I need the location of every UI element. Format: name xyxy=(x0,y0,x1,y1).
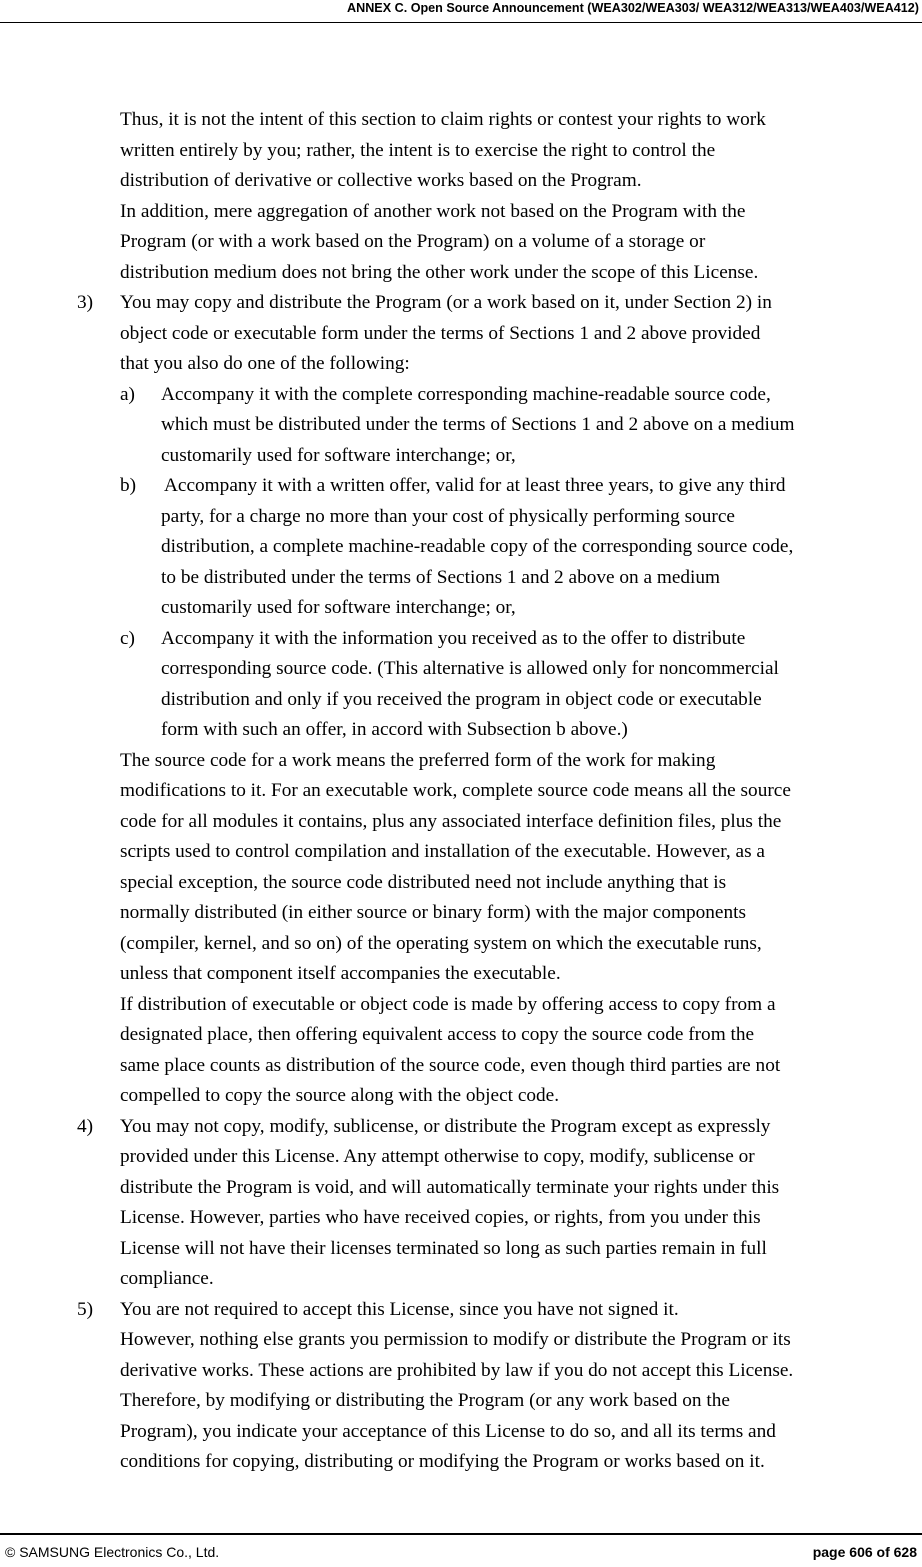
text-line: distribution of derivative or collective works based on the Program. xyxy=(120,170,642,191)
text-line: derivative works. These actions are prohibited by law if you do not accept this License. xyxy=(120,1359,794,1381)
text-line: designated place, then offering equivalent access to copy the source code from the xyxy=(120,1024,755,1045)
text-line: distribution and only if you received the program in object code or executable xyxy=(161,688,762,710)
text-line: customarily used for software interchange; or, xyxy=(161,444,516,466)
text-line: form with such an offer, in accord with Subsection b above.) xyxy=(161,719,628,740)
text-line: customarily used for software interchange; or, xyxy=(161,597,516,618)
page-header xyxy=(0,0,922,23)
text-line: normally distributed (in either source or binary form) with the major components xyxy=(120,902,746,923)
text-line: In addition, mere aggregation of another work not based on the Program with the xyxy=(120,200,746,222)
text-line: License will not have their licenses terminated so long as such parties remain in full xyxy=(120,1237,767,1259)
text-line: You are not required to accept this License, since you have not signed it. xyxy=(120,1298,679,1320)
text-line: corresponding source code. (This alternative is allowed only for noncommercial xyxy=(161,658,779,679)
text-line: Program), you indicate your acceptance of this License to do so, and all its terms and xyxy=(120,1420,776,1442)
text-line: distribution medium does not bring the other work under the scope of this License. xyxy=(120,261,759,283)
text-line: to be distributed under the terms of Sections 1 and 2 above on a medium xyxy=(161,566,721,588)
text-line: The source code for a work means the preferred form of the work for making xyxy=(120,749,716,771)
text-line: party, for a charge no more than your cost of physically performing source xyxy=(161,505,735,527)
text-line: that you also do one of the following: xyxy=(120,353,410,374)
text-line: same place counts as distribution of the source code, even though third parties are not xyxy=(120,1054,781,1076)
text-line: distribute the Program is void, and will automatically terminate your rights under this xyxy=(120,1176,780,1198)
text-line: However, nothing else grants you permission to modify or distribute the Program or its xyxy=(120,1329,791,1350)
text-line: code for all modules it contains, plus any associated interface definition files, plus the xyxy=(120,810,782,832)
text-line: If distribution of executable or object code is made by offering access to copy from a xyxy=(120,993,776,1015)
text-line: (compiler, kernel, and so on) of the operating system on which the executable runs, xyxy=(120,932,762,954)
text-line: compliance. xyxy=(120,1268,214,1289)
section-number: 4) xyxy=(77,1115,94,1137)
text-line: Accompany it with a written offer, valid for at least three years, to give any third xyxy=(164,475,786,496)
sub-item-label: b) xyxy=(120,475,137,496)
text-line: Accompany it with the information you received as to the offer to distribute xyxy=(161,627,746,649)
text-line: object code or executable form under the terms of Sections 1 and 2 above provided xyxy=(120,322,761,344)
text-line: You may copy and distribute the Program (or a work based on it, under Section 2) in xyxy=(120,292,772,313)
text-line: conditions for copying, distributing or modifying the Program or works based on it. xyxy=(120,1451,765,1472)
sub-item-label: a) xyxy=(120,383,135,405)
section-number: 3) xyxy=(77,292,94,313)
footer-copyright: © SAMSUNG Electronics Co., Ltd. xyxy=(5,1544,220,1560)
text-line: compelled to copy the source along with the object code. xyxy=(120,1085,560,1106)
text-line: provided under this License. Any attempt otherwise to copy, modify, sublicense or xyxy=(120,1146,755,1167)
text-line: scripts used to control compilation and installation of the executable. However, as a xyxy=(120,841,765,862)
page-number: page 606 of 628 xyxy=(812,1544,917,1560)
text-line: written entirely by you; rather, the intent is to exercise the right to control the xyxy=(120,139,716,161)
page-footer xyxy=(0,1533,922,1567)
text-line: modifications to it. For an executable work, complete source code means all the source xyxy=(120,780,791,801)
text-line: You may not copy, modify, sublicense, or distribute the Program except as expressly xyxy=(120,1115,771,1137)
text-line: special exception, the source code distributed need not include anything that is xyxy=(120,871,727,893)
section-number: 5) xyxy=(77,1298,94,1320)
text-line: distribution, a complete machine-readable copy of the corresponding source code, xyxy=(161,536,794,557)
text-line: Program (or with a work based on the Program) on a volume of a storage or xyxy=(120,231,706,252)
text-line: Thus, it is not the intent of this section to claim rights or contest your rights to work xyxy=(120,109,766,130)
text-line: Accompany it with the complete corresponding machine-readable source code, xyxy=(161,383,771,405)
text-line: unless that component itself accompanies the executable. xyxy=(120,963,561,984)
text-line: which must be distributed under the terms of Sections 1 and 2 above on a medium xyxy=(161,414,795,435)
text-line: License. However, parties who have received copies, or rights, from you under this xyxy=(120,1207,761,1228)
text-line: Therefore, by modifying or distributing the Program (or any work based on the xyxy=(120,1390,730,1411)
header-title: ANNEX C. Open Source Announcement (WEA302/WEA303/ WEA312/WEA313/WEA403/WEA412) xyxy=(347,1,919,15)
sub-item-label: c) xyxy=(120,627,135,649)
